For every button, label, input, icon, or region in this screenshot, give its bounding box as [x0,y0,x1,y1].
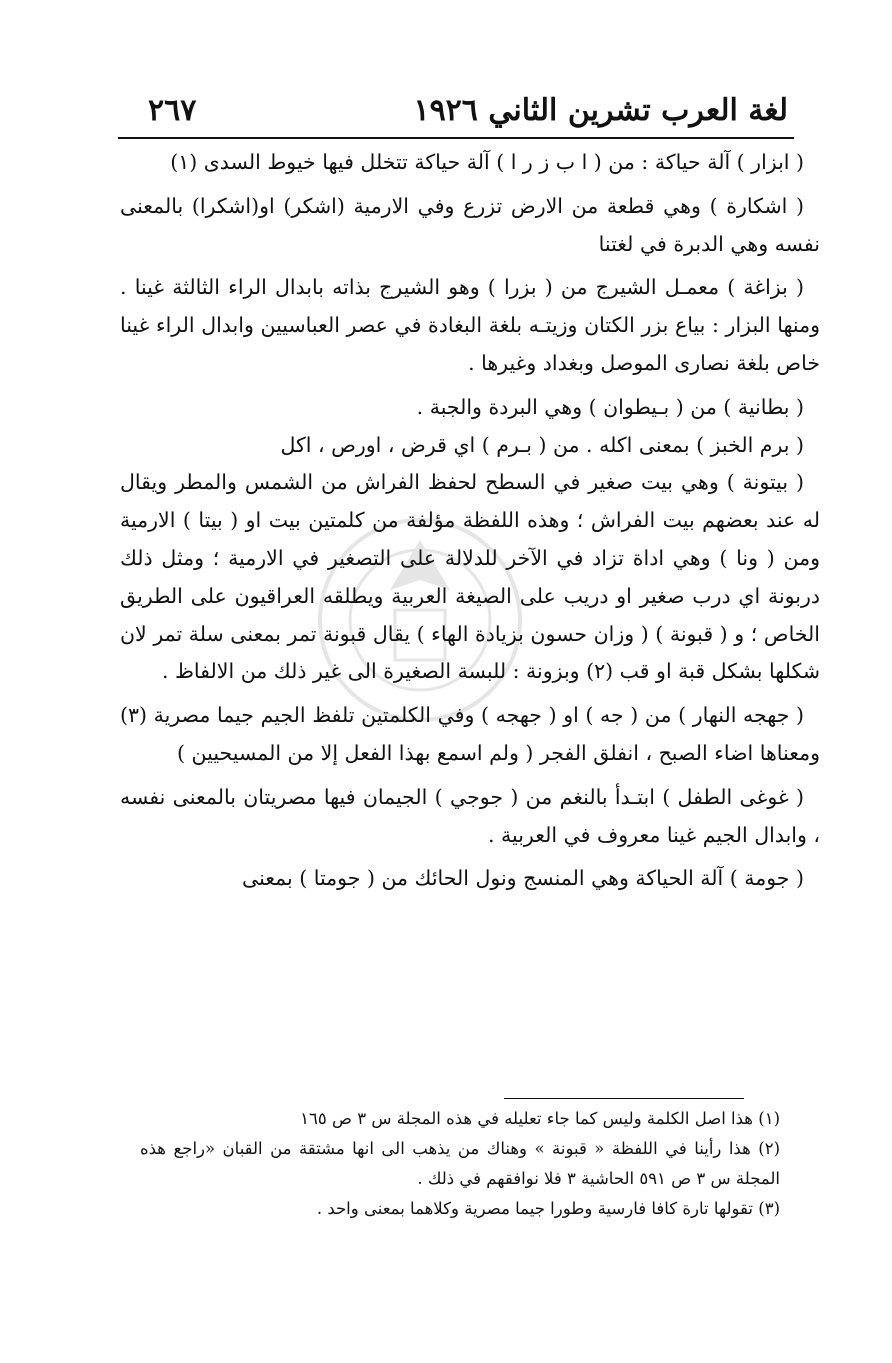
entry-abzar: ( ابزار ) آلة حياكة : من ( ا ب ز ر ا ) آلة حياكة تتخلل فيها خيوط السدى (١) [170,150,804,174]
article-body [120,144,820,904]
entry-ghawgha: ( غوغى الطفل ) ابتـدأ بالنغم من ( جوجي ) الجيمان فيها مصريتان بالمعنى نفسه ، وابدال الجيم غينا معروف في العربية . [120,784,820,847]
journal-title: لغة العرب تشرين الثاني ١٩٢٦ [413,93,788,128]
footnote-1: (١) هذا اصل الكلمة وليس كما جاء تعليله في هذه المجلة س ٣ ص ١٦٥ [300,1109,780,1128]
entry-barm-alkhubz: ( برم الخبز ) بمعنى اكله . من ( بـرم ) اي قرض ، اورص ، اكل [280,432,804,457]
running-header [148,82,788,128]
entry-bataniya: ( بطانية ) من ( بـيطوان ) وهي البردة والجبة . [416,394,804,419]
entry-ishkara: ( اشكارة ) وهي قطعة من الارض تزرع وفي الارمية (اشكر) او(اشكرا) بالمعنى نفسه وهي الدبرة في لغتنا [120,193,820,256]
entry-baytuna: ( بيتونة ) وهي بيت صغير في السطح لحفظ الفراش من الشمس والمطر ويقال له عند بعضهم بيت الفراش ؛ وهذه اللفظة مؤلفة من كلمتين بيت او ( بيتا ) الارمية ومن ( ونا ) وهي اداة تزاد في الآخر للدلالة على التصغير في الارمية ؛ ومثل ذلك دربونة اي درب صغير او دريب على الصيغة العربية ويطلقه العراقيون على الطريق الخاص ؛ و ( قبونة ) ( وزان حسون بزيادة الهاء ) يقال قبونة تمر بمعنى سلة تمر لان شكلها بشكل قبة او قب (٢) وبزونة : للبسة الصغيرة الى غير ذلك من الالفاظ . [120,470,820,684]
footnote-2: (٢) هذا رأينا في اللفظة « قبونة » وهناك من يذهب الى انها مشتقة من القبان «راجع هذه المجلة س ٣ ص ٥٩١ الحاشية ٣ فلا نوافقهم في ذلك . [140,1139,780,1188]
entry-juma: ( جومة ) آلة الحياكة وهي المنسج ونول الحائك من ( جومتا ) بمعنى [242,866,804,891]
page-number: ٢٦٧ [148,93,197,128]
footnote-3: (٣) تقولها تارة كافا فارسية وطورا جيما مصرية وكلاهما بمعنى واحد . [316,1199,780,1218]
entry-bazagha: ( بزاغة ) معمـل الشيرج من ( بزرا ) وهو الشيرج بذاته بابدال الراء الثالثة غينا . ومنها البزار : بياع بزر الكتان وزيتـه بلغة البغادة في عصر العباسيين وابدال الراء غينا خاص بلغة نصارى الموصل وبغداد وغيرها . [120,275,820,375]
footnotes [140,1104,780,1224]
entry-jahjah: ( جهجه النهار ) من ( جه ) او ( جهجه ) وفي الكلمتين تلفظ الجيم جيما مصرية (٣) ومعناها اضاء الصبح ، انفلق الفجر ( ولم اسمع بهذا الفعل إلا من المسيحيين ) [120,703,820,765]
footnote-rule [504,1098,744,1099]
header-rule [118,137,794,139]
